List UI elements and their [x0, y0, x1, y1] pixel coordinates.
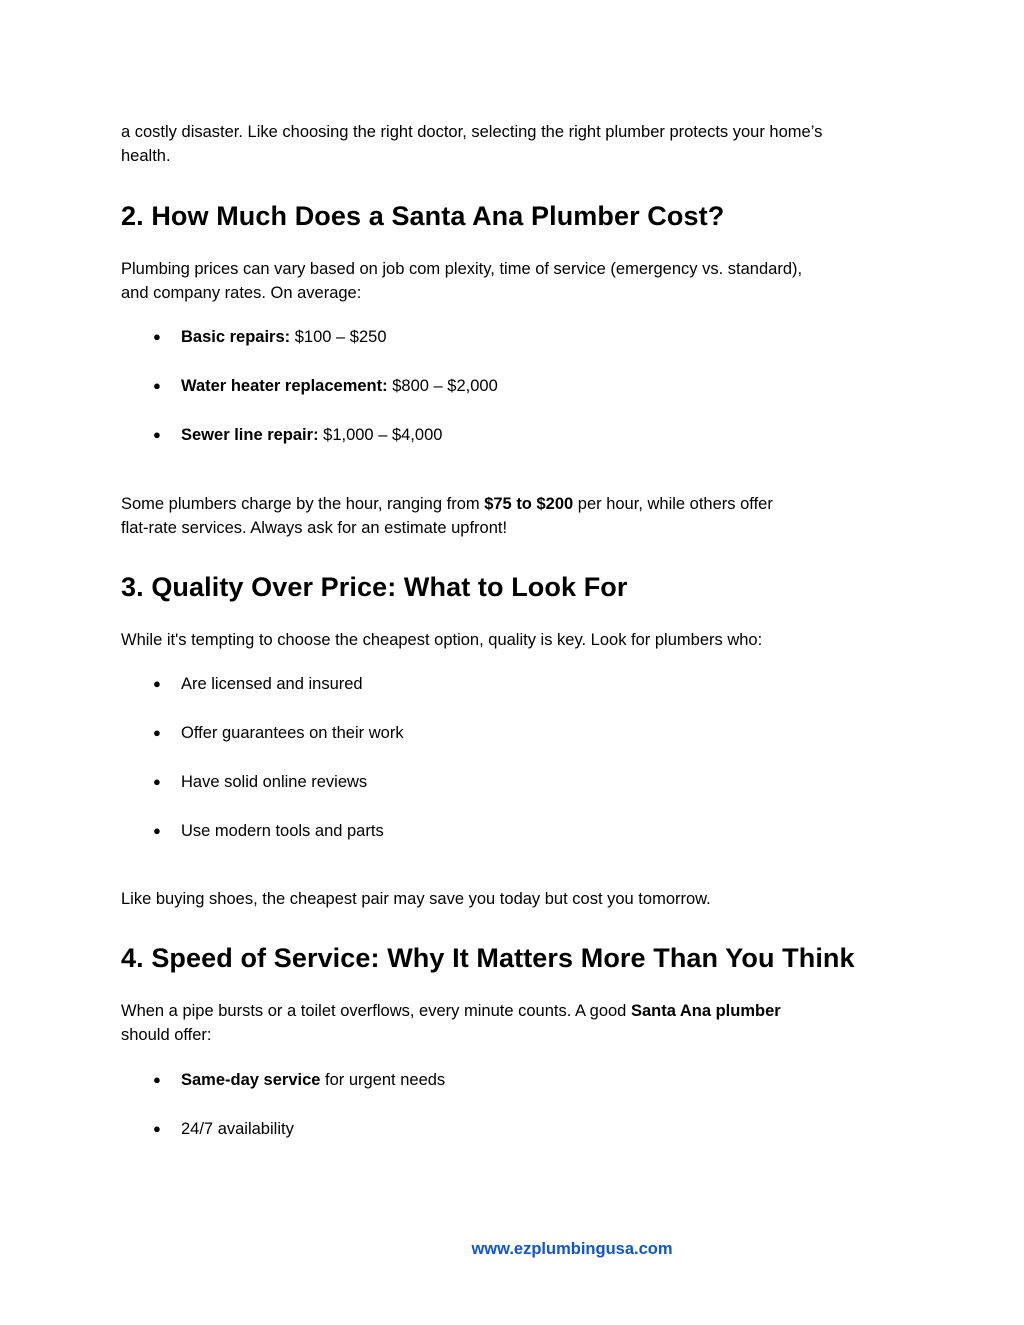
section-2-heading: 2. How Much Does a Santa Ana Plumber Cost?: [121, 201, 725, 231]
hourly-rate-paragraph: Some plumbers charge by the hour, ranging from $75 to $200 per hour, while others offer flat-rate services. Always ask for an estimate upfront!: [121, 495, 773, 537]
section-4-heading: 4. Speed of Service: Why It Matters More Than You Think: [121, 943, 855, 973]
list-item: ● Are licensed and insured: [121, 672, 881, 696]
section-3-paragraph: While it's tempting to choose the cheapest option, quality is key. Look for plumbers who:: [121, 631, 763, 649]
list-item: ● Offer guarantees on their work: [121, 721, 881, 745]
list-item: ● Same-day service for urgent needs: [121, 1068, 881, 1092]
list-item: ● Sewer line repair: $1,000 – $4,000: [121, 423, 881, 447]
list-item: ● Have solid online reviews: [121, 770, 881, 794]
intro-paragraph: a costly disaster. Like choosing the right doctor, selecting the right plumber protects your home’s health.: [121, 123, 823, 165]
bullet-icon: ●: [153, 725, 161, 740]
bullet-icon: ●: [153, 1121, 161, 1136]
bullet-icon: ●: [153, 378, 161, 393]
bullet-icon: ●: [153, 1072, 161, 1087]
bullet-icon: ●: [153, 676, 161, 691]
bullet-icon: ●: [153, 329, 161, 344]
bullet-icon: ●: [153, 427, 161, 442]
list-item: ● Use modern tools and parts: [121, 819, 881, 843]
bullet-icon: ●: [153, 774, 161, 789]
list-item: ● 24/7 availability: [121, 1117, 881, 1141]
website-link[interactable]: www.ezplumbingusa.com: [471, 1240, 673, 1258]
list-item: ● Water heater replacement: $800 – $2,000: [121, 374, 881, 398]
shoes-analogy-paragraph: Like buying shoes, the cheapest pair may save you today but cost you tomorrow.: [121, 890, 711, 908]
bullet-icon: ●: [153, 823, 161, 838]
section-2-paragraph: Plumbing prices can vary based on job com plexity, time of service (emergency vs. standard), and company rates. On average:: [121, 260, 803, 302]
list-item: ● Basic repairs: $100 – $250: [121, 325, 881, 349]
section-3-heading: 3. Quality Over Price: What to Look For: [121, 572, 628, 602]
section-4-paragraph: When a pipe bursts or a toilet overflows, every minute counts. A good Santa Ana plumber should offer:: [121, 1002, 781, 1044]
